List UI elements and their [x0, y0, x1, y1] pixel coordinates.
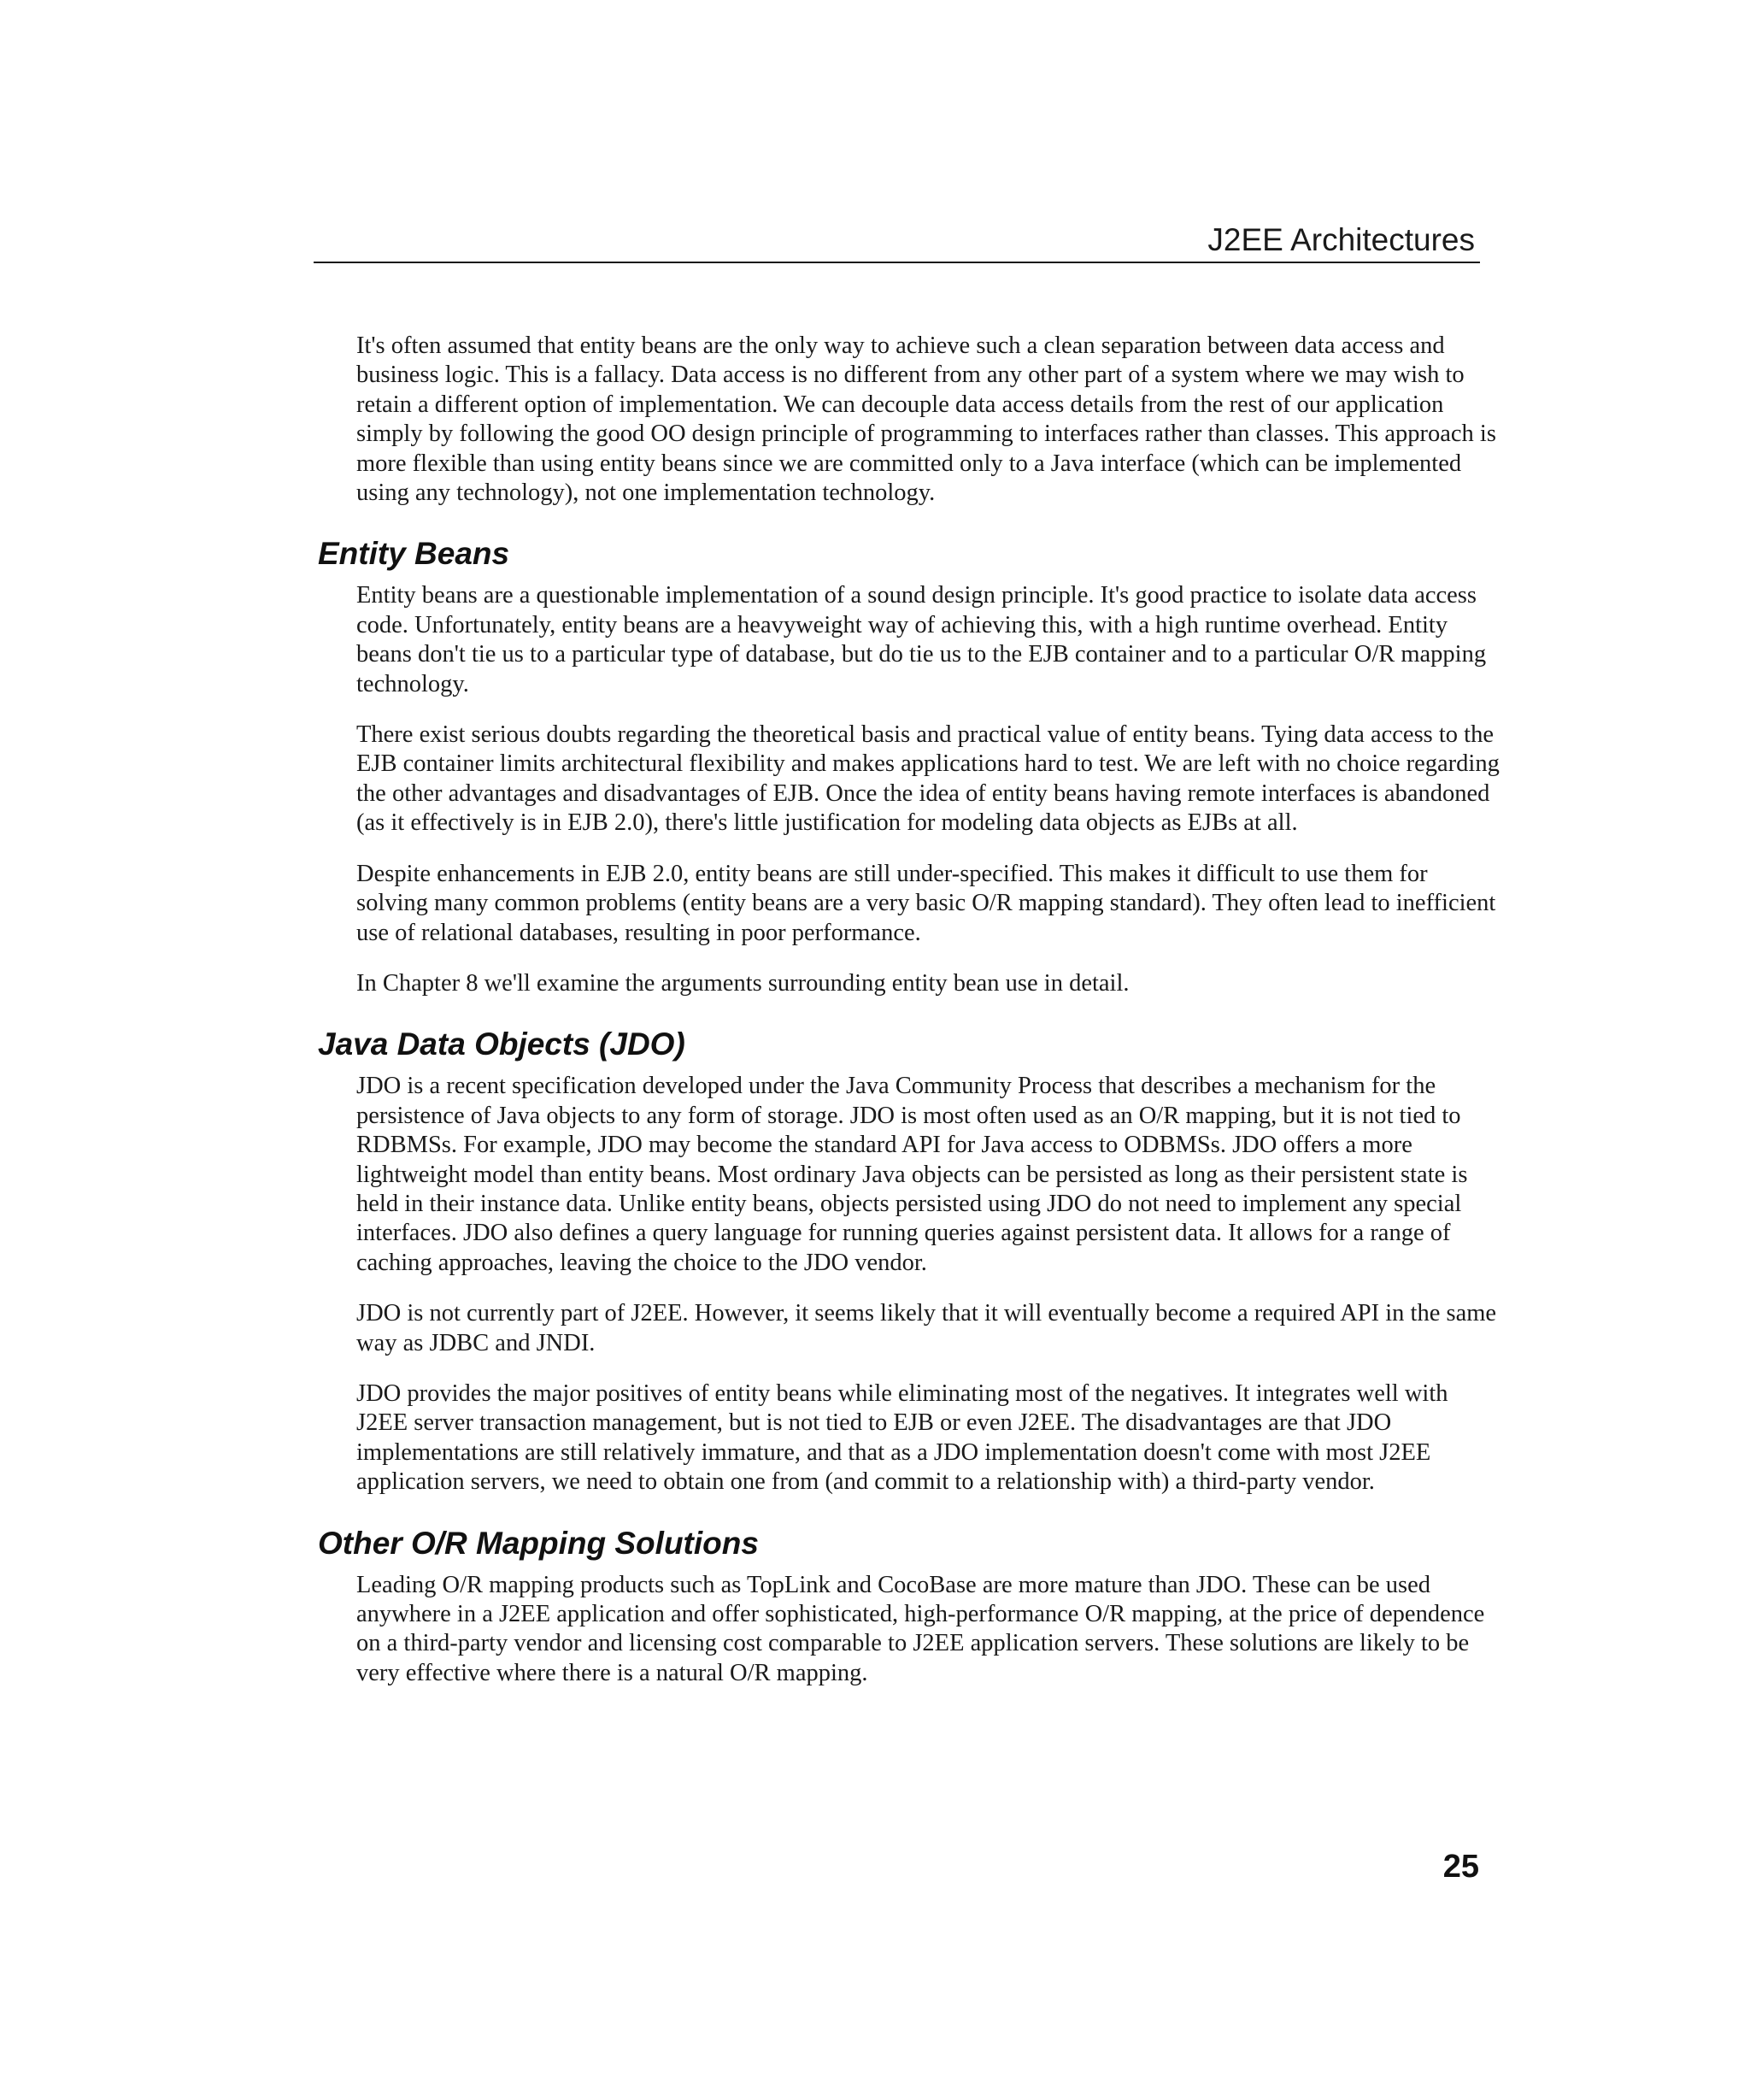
- running-header: [314, 219, 1480, 263]
- paragraph: Entity beans are a questionable implementation of a sound design principle. It's good practice to isolate data access code. Unfortunately, entity beans are a heavyweight way of achieving this, with a high runtime overhead. Entity beans don't tie us to a particular type of database, but do tie us to the EJB container and to a particular O/R mapping technology.: [356, 582, 1487, 697]
- running-title: J2EE Architectures: [1207, 222, 1475, 257]
- intro-section: [318, 332, 1501, 508]
- paragraph: There exist serious doubts regarding the theoretical basis and practical value of entity beans. Tying data access to the EJB container limits architectural flexibility and makes applications hard to test. We are left with no choice regarding the other advantages and disadvantages of EJB. Once the idea of entity beans having remote interfaces is abandoned (as it effectively is in EJB 2.0), there's little justification for modeling data objects as EJBs at all.: [356, 721, 1500, 837]
- jdo-section: [318, 1024, 1501, 1497]
- other-or-mapping-section: [318, 1523, 1501, 1689]
- page-number: 25: [1442, 1849, 1479, 1885]
- paragraph: JDO provides the major positives of entity beans while eliminating most of the negatives. It integrates well with J2EE server transaction management, but is not tied to EJB or even J2EE. The disadvantages are that JDO implementations are still relatively immature, and that as a JDO implementation doesn't come with most J2EE application servers, we need to obtain one from (and commit to a relationship with) a third-party vendor.: [356, 1379, 1448, 1496]
- paragraph: JDO is a recent specification developed under the Java Community Process that describes a mechanism for the persistence of Java objects to any form of storage. JDO is most often used as an O/R mapping, but it is not tied to RDBMSs. For example, JDO may become the standard API for Java access to ODBMSs. JDO offers a more lightweight model than entity beans. Most ordinary Java objects can be persisted as long as their persistent state is held in their instance data. Unlike entity beans, objects persisted using JDO do not need to implement any special interfaces. JDO also defines a query language for running queries against persistent data. It allows for a range of caching approaches, leaving the choice to the JDO vendor.: [356, 1073, 1468, 1276]
- paragraph: Leading O/R mapping products such as TopLink and CocoBase are more mature than JDO. These can be used anywhere in a J2EE application and offer sophisticated, high-performance O/R mapping, at the price of dependence on a third-party vendor and licensing cost comparable to J2EE application servers. These solutions are likely to be very effective where there is a natural O/R mapping.: [356, 1571, 1485, 1686]
- section-heading: Entity Beans: [318, 536, 510, 572]
- section-heading: Other O/R Mapping Solutions: [318, 1525, 759, 1561]
- paragraph: Despite enhancements in EJB 2.0, entity beans are still under-specified. This makes it difficult to use them for solving many common problems (entity beans are a very basic O/R mapping standard). They often lead to inefficient use of relational databases, resulting in poor performance.: [356, 860, 1496, 946]
- section-heading: Java Data Objects (JDO): [318, 1026, 685, 1062]
- page-content: [318, 332, 1501, 1709]
- paragraph: In Chapter 8 we'll examine the arguments surrounding entity bean use in detail.: [356, 969, 1130, 997]
- entity-beans-section: [318, 533, 1501, 998]
- paragraph: JDO is not currently part of J2EE. However, it seems likely that it will eventually become a required API in the same way as JDBC and JNDI.: [356, 1300, 1497, 1356]
- paragraph: It's often assumed that entity beans are the only way to achieve such a clean separation between data access and business logic. This is a fallacy. Data access is no different from any other part of a system where we may wish to retain a different option of implementation. We can decouple data access details from the rest of our application simply by following the good OO design principle of programming to interfaces rather than classes. This approach is more flexible than using entity beans since we are committed only to a Java interface (which can be implemented using any technology), not one implementation technology.: [356, 332, 1496, 507]
